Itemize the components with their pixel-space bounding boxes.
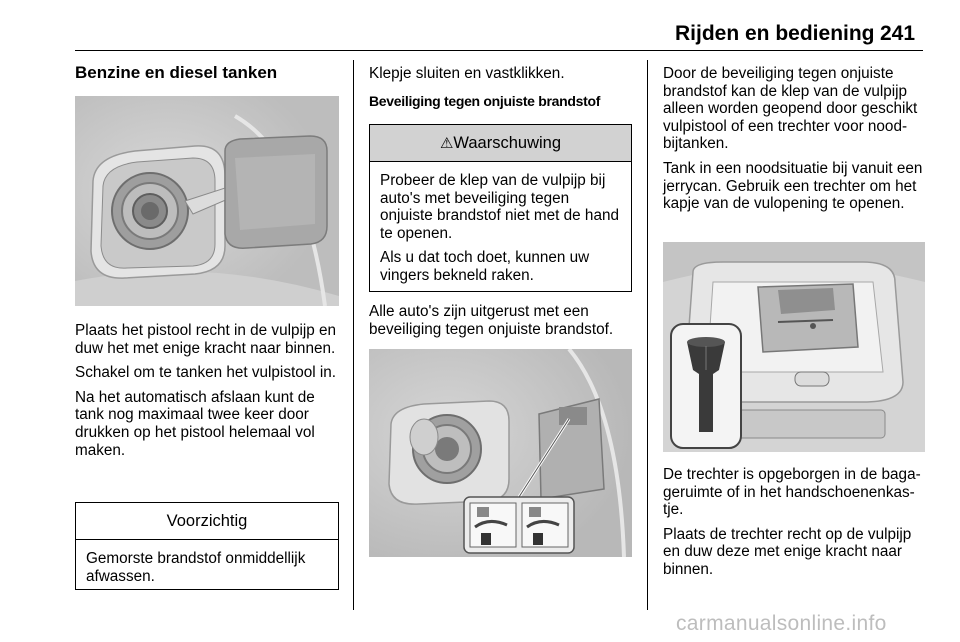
caution-title: Voorzichtig bbox=[76, 503, 338, 540]
warning-header bbox=[370, 125, 631, 162]
column-1-body bbox=[75, 322, 343, 466]
column-3-top bbox=[663, 65, 928, 220]
column-1-heading-block bbox=[75, 64, 343, 89]
misfuel-protection-figure bbox=[369, 349, 632, 557]
page-number: 241 bbox=[880, 22, 916, 45]
paragraph-funnel-location: De trechter is opgeborgen in de baga-geruimte of in het handschoenenkas-tje. bbox=[663, 466, 921, 519]
column-divider-1 bbox=[353, 60, 354, 610]
column-3-bottom bbox=[663, 466, 928, 586]
paragraph-protection-opening: Door de beveiliging tegen onjuiste brandstof kan de klep van de vulpijp alleen worden geopend door geschikt vulpistool of een trechter voor nood-bijtanken. bbox=[663, 65, 918, 153]
paragraph-insert-funnel: Plaats de trechter recht op de vulpijp en duw deze met enige kracht naar binnen. bbox=[663, 525, 912, 578]
paragraph-top-up: Na het automatisch afslaan kunt de tank nog maximaal twee keer door drukken op het pistool helemaal vol maken. bbox=[75, 388, 315, 459]
watermark: carmanualsonline.info bbox=[676, 612, 887, 635]
running-header-title: Rijden en bediening bbox=[675, 22, 875, 45]
warning-triangle-icon: ⚠ bbox=[439, 135, 454, 152]
warning-text-1: Probeer de klep van de vulpijp bij auto's met beveiliging tegen onjuiste brandstof niet met de hand te openen. bbox=[380, 172, 619, 242]
section-heading: Benzine en diesel tanken bbox=[75, 63, 278, 82]
paragraph-all-cars: Alle auto's zijn uitgerust met een beveiliging tegen onjuiste brandstof. bbox=[369, 303, 614, 338]
column-2-top bbox=[369, 65, 637, 117]
paragraph-emergency-refuel: Tank in een noodsituatie bij vanuit een jerrycan. Gebruik een trechter om het kapje van de vulopening te openen. bbox=[663, 159, 923, 213]
subheading-misfuel: Beveiliging tegen onjuiste brandstof bbox=[369, 92, 601, 109]
fuel-filler-flap-figure bbox=[75, 96, 339, 306]
column-2-body bbox=[369, 303, 637, 345]
paragraph-switch-nozzle: Schakel om te tanken het vulpistool in. bbox=[75, 364, 337, 382]
paragraph-close-flap: Klepje sluiten en vastklikken. bbox=[369, 65, 565, 82]
header-rule bbox=[75, 50, 923, 51]
warning-title: Waarschuwing bbox=[453, 134, 562, 152]
caution-box bbox=[75, 502, 339, 590]
warning-box bbox=[369, 124, 632, 292]
warning-text-2: Als u dat toch doet, kunnen uw vingers bekneld raken. bbox=[380, 249, 590, 284]
paragraph-insert-nozzle: Plaats het pistool recht in de vulpijp en duw het met enige kracht naar binnen. bbox=[75, 322, 337, 357]
funnel-storage-figure bbox=[663, 242, 925, 452]
caution-text: Gemorste brandstof onmiddellijk afwassen. bbox=[86, 550, 306, 585]
column-divider-2 bbox=[647, 60, 648, 610]
